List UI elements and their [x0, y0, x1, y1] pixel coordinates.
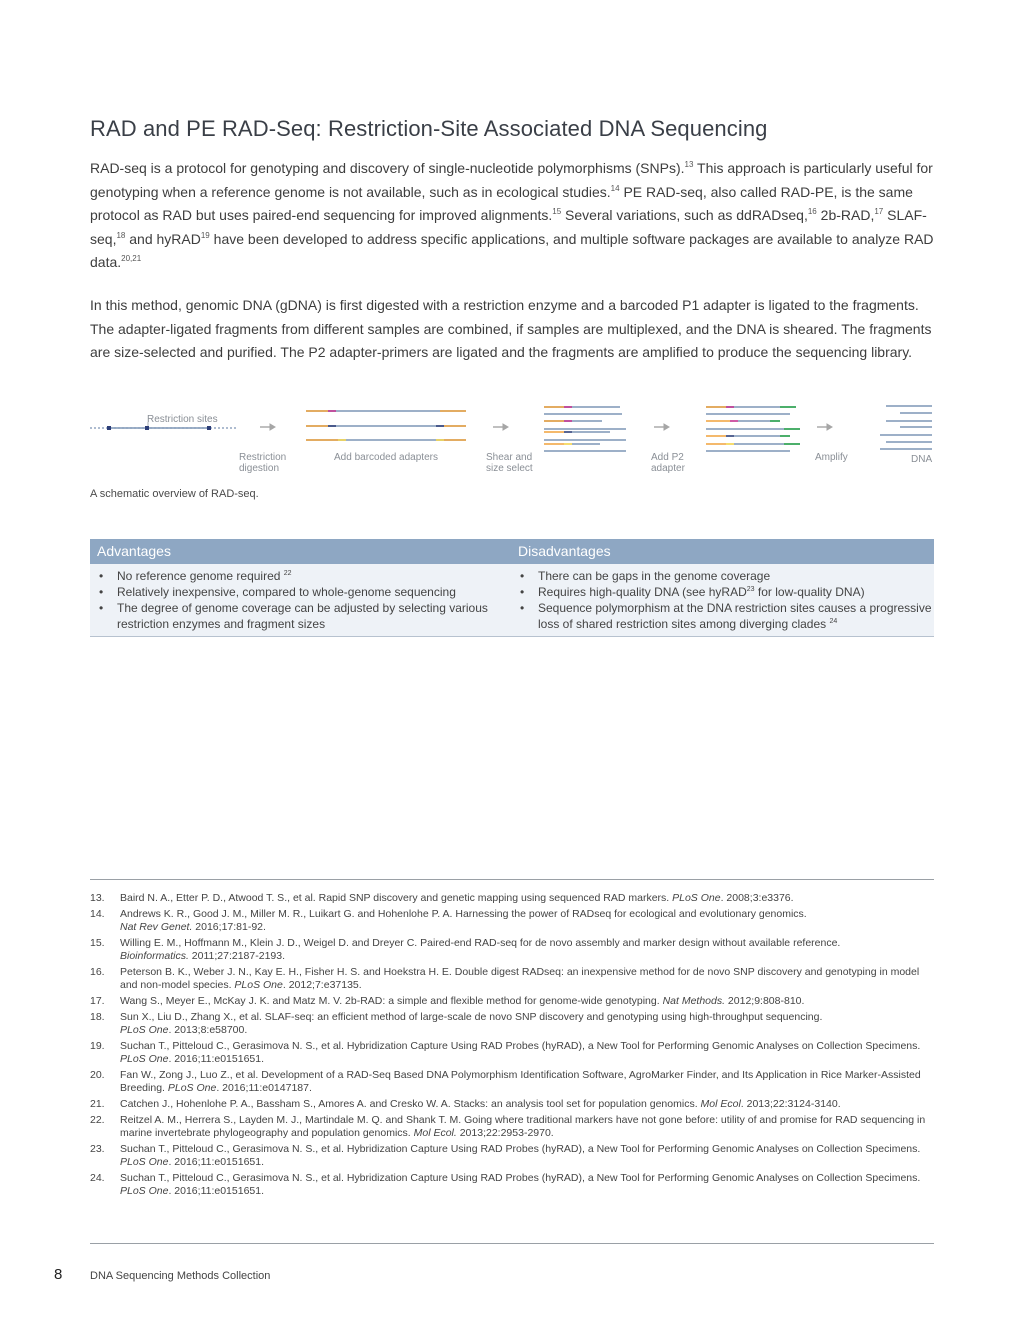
references-list [90, 892, 934, 1201]
citation: 24 [829, 618, 838, 625]
sheared-fragments [544, 407, 626, 451]
step-arrow [654, 424, 669, 430]
reference-item: 22. Reitzel A. M., Herrera S., Layden M. J., Martindale M. Q. and Shank T. M. Going where traditional markers have not gone before: utility of and promise for RAD sequencing in marine invertebrate phylogeography and population genomics. Mol Ecol. 2013;22:2953-2970. [90, 1114, 926, 1139]
table-header [90, 539, 934, 564]
footer-divider [90, 1243, 934, 1244]
adapter-ligated-fragments [306, 411, 466, 440]
citation: 23 [746, 586, 755, 593]
citation: 15 [552, 207, 562, 216]
advantages-list [90, 568, 511, 632]
reference-item: 19. Suchan T., Pitteloud C., Gerasimova N. S., et al. Hybridization Capture Using RAD Probes (hyRAD), a New Tool for Performing Genomic Analyses on Collection Specimens. PLoS One. 2016;11:e0151651. [90, 1040, 921, 1065]
reference-item: 13. Baird N. A., Etter P. D., Atwood T. S., et al. Rapid SNP discovery and genetic mapping using sequenced RAD markers. PLoS One. 2008;3:e3376. [90, 892, 794, 904]
step-arrow [260, 424, 275, 430]
list-item: • There can be gaps in the genome coverage [511, 568, 934, 584]
step-add-barcoded-adapters: Add barcoded adapters [334, 452, 438, 463]
list-item: • Requires high-quality DNA (see hyRAD$^{23}$ for low-quality DNA) [511, 584, 934, 600]
citation: 18 [116, 230, 126, 240]
step-arrow [817, 424, 832, 430]
step-add-p2-adapter: Add P2 adapter [651, 452, 685, 474]
reference-item: 15. Willing E. M., Hoffmann M., Klein J. D., Weigel D. and Dreyer C. Paired-end RAD-seq for de novo assembly and marker design without available reference. Bioinformatics. 2011;27:2187-2193. [90, 937, 841, 962]
advantages-header: Advantages [97, 543, 171, 559]
dna-library [880, 406, 932, 449]
reference-item: 17. Wang S., Meyer E., McKay J. K. and Matz M. V. 2b-RAD: a simple and flexible method for genome-wide genotyping. Nat Methods. 2012;9:808-810. [90, 995, 805, 1007]
citation: 17 [874, 207, 884, 216]
pros-cons-table [90, 539, 934, 637]
step-dna: DNA [911, 454, 933, 465]
reference-item: 20. Fan W., Zong J., Luo Z., et al. Development of a RAD-Seq Based DNA Polymorphism Identification Software, AgroMarker Finder, and Its Application in Rice Marker-Assisted Breeding. PLoS One. 2016;11:e0147187. [90, 1069, 921, 1094]
list-item: • Sequence polymorphism at the DNA restriction sites causes a progressive loss of shared restriction sites among diverging clades $^{24}$ [511, 600, 934, 632]
page-title: RAD and PE RAD-Seq: Restriction-Site Associated DNA Sequencing [90, 116, 768, 141]
references-divider [90, 879, 934, 880]
step-amplify: Amplify [815, 452, 848, 463]
method-paragraph: In this method, genomic DNA (gDNA) is first digested with a restriction enzyme and a barcoded P1 adapter is ligated to the fragments. The adapter-ligated fragments from different samples are combined, if samples are multiplexed, and the DNA is sheared. The fragments are size-selected and purified. The P2 adapter-primers are ligated and the fragments are amplified to produce the sequencing library. [90, 297, 932, 360]
citation: 13 [684, 160, 694, 169]
restriction-sites-label: Restriction sites [147, 414, 218, 425]
reference-item: 14. Andrews K. R., Good J. M., Miller M. R., Luikart G. and Hohenlohe P. A. Harnessing the power of RADseq for ecological and evolutionary genomics. Nat Rev Genet. 2016;17:81-92. [90, 908, 807, 933]
citation: 16 [807, 207, 817, 216]
list-item: • Relatively inexpensive, compared to whole-genome sequencing [90, 584, 511, 600]
rad-seq-schematic [90, 400, 940, 480]
step-restriction-digestion: Restriction digestion [239, 452, 287, 474]
figure-caption: A schematic overview of RAD-seq. [90, 488, 259, 500]
citation: 22 [283, 570, 292, 577]
reference-item: 23. Suchan T., Pitteloud C., Gerasimova N. S., et al. Hybridization Capture Using RAD Probes (hyRAD), a New Tool for Performing Genomic Analyses on Collection Specimens. PLoS One. 2016;11:e0151651. [90, 1143, 921, 1168]
reference-item: 21. Catchen J., Hohenlohe P. A., Bassham S., Amores A. and Cresko W. A. Stacks: an analysis tool set for population genomics. Mol Ecol. 2013;22:3124-3140. [90, 1098, 841, 1110]
list-item: • No reference genome required $^{22}$ [90, 568, 511, 584]
citation: 20,21 [121, 254, 142, 263]
reference-item: 16. Peterson B. K., Weber J. N., Kay E. H., Fisher H. S. and Hoekstra H. E. Double digest RADseq: an inexpensive method for de novo SNP discovery and genotyping in model and non-model species. PLoS One. 2012;7:e37135. [90, 966, 920, 991]
intro-paragraph: RAD-seq is a protocol for genotyping and discovery of single-nucleotide polymorphisms (SNPs).$^{13}$ This approach is particularly useful for genotyping when a reference genome is not available, such as in ecological studies.$^{14}$ PE RAD-seq, also called RAD-PE, is the same protocol as RAD but uses paired-end sequencing for improved alignments.$^{15}$ Several variations, such as ddRADseq,$^{16}$ 2b-RAD,$^{17}$ SLAF-seq,$^{18}$ and hyRAD$^{19}$ have been developed to address specific applications, and multiple software packages are available to analyze RAD data.$^{20,21}$ [90, 160, 934, 270]
disadvantages-list [511, 568, 934, 632]
reference-item: 18. Sun X., Liu D., Zhang X., et al. SLAF-seq: an efficient method of large-scale de novo SNP discovery and genotyping using high-throughput sequencing. PLoS One. 2013;8:e58700. [90, 1011, 823, 1036]
disadvantages-header: Disadvantages [518, 543, 611, 559]
citation: 19 [200, 230, 210, 240]
table-body [90, 564, 934, 637]
footer-title: DNA Sequencing Methods Collection [90, 1270, 271, 1282]
citation: 14 [610, 183, 620, 193]
page-number: 8 [54, 1266, 63, 1283]
step-shear-size-select: Shear and size select [486, 452, 533, 474]
p2-adapter-fragments [706, 407, 800, 451]
list-item: • The degree of genome coverage can be adjusted by selecting various restriction enzymes and fragment sizes [90, 600, 511, 632]
step-arrow [493, 424, 508, 430]
reference-item: 24. Suchan T., Pitteloud C., Gerasimova N. S., et al. Hybridization Capture Using RAD Probes (hyRAD), a New Tool for Performing Genomic Analyses on Collection Specimens. PLoS One. 2016;11:e0151651. [90, 1172, 921, 1197]
